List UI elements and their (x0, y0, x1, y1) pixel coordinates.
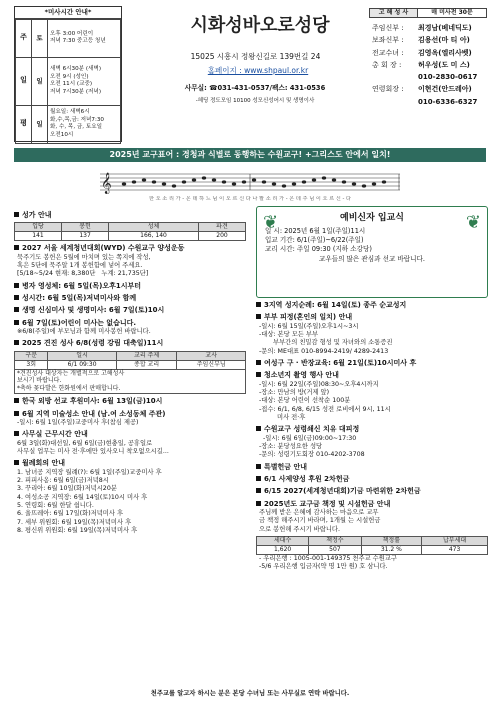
staff-role: 주임신부 : (372, 24, 404, 32)
notice-line: 6월 3일(화)대선일, 6월 6일(금)현충일, 공휴일로 (17, 439, 153, 447)
notice-heading (256, 371, 488, 380)
notice-line: -접수: 6/1, 6/8, 6/15 성전 로비에서 9시, 11시 (259, 405, 391, 413)
staff-name: 허우성(도 미 스) (418, 60, 470, 69)
music-note (342, 180, 346, 183)
notice-title: 특별헌금 안내 (264, 462, 308, 471)
notice-line: -문의: 성령기도회장 010-4202-3708 (259, 451, 365, 459)
music-note (152, 180, 156, 183)
notice-line: 5. 연령회: 6월 한달 쉽니다. (17, 502, 94, 510)
notice-heading (14, 410, 246, 419)
notice-title: 6/15 2027(세계청년대회)기금 마련위한 2차헌금 (264, 487, 421, 496)
confirm-note: *견진성사 대상자는 개별적으로 고해성사 (17, 369, 125, 377)
notice-heading (256, 500, 488, 509)
church-title: 시화성바오로성당 (190, 15, 330, 36)
pledge-value-cell: 507 (309, 546, 361, 555)
left-column (14, 208, 246, 536)
notice-heading (14, 294, 246, 303)
schedule-sub: 일 (32, 105, 48, 143)
music-note (202, 176, 206, 179)
notice-heading (256, 475, 488, 484)
notice-heading (14, 397, 246, 406)
notice-line: 금 책정 해주시기 바라며, 1개월 는 시설헌금 (259, 517, 381, 525)
confirm-header-cell: 교리 주제 (116, 351, 177, 360)
mass-schedule-title: *미사시간 안내* (15, 7, 121, 19)
hymn-header-cell: 파견 (198, 223, 245, 232)
confirmation-table (14, 351, 246, 395)
staff-name: 010-6336-6327 (418, 97, 478, 106)
notice-line: -대상: 본당 모든 부부 (259, 330, 319, 338)
music-note (332, 178, 336, 181)
laurel-left-icon: ❦ (263, 212, 279, 233)
staff-list (372, 22, 488, 108)
hymn-table (14, 222, 246, 241)
music-note (162, 182, 166, 185)
hymn-value-cell: 200 (198, 232, 245, 241)
notice-line: -일시: 6월 22일(주일)08:30~오후4시까지 (259, 380, 379, 388)
laurel-right-icon: ❦ (465, 212, 481, 233)
schedule-row (16, 105, 121, 143)
pledge-table (256, 536, 488, 555)
music-note (172, 184, 176, 187)
notice-line: -장소: 분당성요한 성당 (259, 443, 323, 451)
pledge-header-cell: 책정률 (361, 537, 422, 546)
music-note (322, 176, 326, 179)
mass-schedule-table (15, 19, 121, 144)
notice-line: 주님께 받은 은혜에 감사하는 마음으로 교무 (259, 508, 379, 516)
staff-name: 김용선(마 티 아) (418, 36, 470, 45)
staff-row (372, 83, 488, 95)
bullet-square-icon (14, 398, 19, 403)
svg-text:𝄞: 𝄞 (101, 173, 112, 194)
confirm-value-cell: 6/1 09:30 (48, 360, 116, 369)
bullet-square-icon (14, 340, 19, 345)
notice-heading (256, 487, 488, 496)
notice-heading (14, 244, 246, 253)
confirm-header-cell: 교사 (177, 351, 246, 360)
notice-title: 6/1 사제양성 후원 2차헌금 (264, 475, 350, 484)
music-note (132, 180, 136, 183)
hymn-value-cell: 137 (62, 232, 109, 241)
schedule-day: 주 (16, 19, 32, 57)
notice-title: 부부 피정(혼인의 일치) 안내 (264, 313, 353, 322)
confirm-value-cell: 종합 교리 (116, 360, 177, 369)
staff-name: 최경남(베네딕도) (418, 24, 472, 32)
bullet-square-icon (14, 245, 19, 250)
notice-line: 2. 피피사옹: 6월 6일(금)저녁8시 (17, 477, 109, 485)
bullet-square-icon (256, 464, 261, 469)
confirm-header-cell: 구분 (15, 351, 48, 360)
music-note (382, 180, 386, 183)
bullet-square-icon (14, 320, 19, 325)
hymn-header-cell: 성체 (109, 223, 199, 232)
notice-line: 부부간의 친밀감 형성 및 자녀와의 소통증진 (259, 339, 393, 347)
music-note (362, 184, 366, 187)
hymn-guide-heading: 성가 안내 (14, 211, 246, 220)
notice-line: 묵주기도 봉헌은 5월에 마치며 있는 쪽지에 작성, (17, 253, 151, 261)
bullet-square-icon (14, 212, 19, 217)
schedule-times: 월요일: 새벽6시 화,수,목,금: 저녁7:30 화, 수, 목, 금, 토요일 오전10시 (48, 105, 121, 143)
catechumen-line: 교우들의 많은 관심과 선교 바랍니다. (318, 254, 426, 263)
notice-heading (256, 463, 488, 472)
hymn-header-cell: 입당 (15, 223, 62, 232)
music-note (122, 182, 126, 185)
hymn-value-cell: 141 (15, 232, 62, 241)
notice-line: 7. 세부 위원회: 6월 19일(목)저녁미사 후 (17, 518, 132, 526)
staff-row (372, 71, 488, 83)
pledge-header-cell: 책정수 (309, 537, 361, 546)
staff-row (372, 22, 488, 34)
schedule-sub: 일 (32, 57, 48, 105)
music-note (302, 180, 306, 183)
notice-line: 으로 봉헌해 주시기 바랍니다. (259, 525, 340, 533)
confirm-header-cell: 일시 (48, 351, 116, 360)
music-note (262, 180, 266, 183)
diocese-theme-banner: 2025년 교구표어 : 경청과 식별로 동행하는 수원교구! +그리스도 안에서 일치! (14, 148, 486, 162)
schedule-row (16, 19, 121, 57)
confirm-note: *축하 꽃다발은 한화원에서 판매합니다. (17, 385, 121, 393)
schedule-times: 새벽 6시30분 (새벽) 오전 9시 (성인) 오전 11시 (교중) 저녁 7시30분 (저녁) (48, 57, 121, 105)
music-note (292, 182, 296, 185)
notice-title: 사무실 근무시간 안내 (22, 430, 88, 439)
music-note (192, 178, 196, 181)
notice-line: [5/18~5/24 현재: 8,380단 누계: 21,735단] (17, 270, 149, 278)
staff-row (372, 47, 488, 59)
confession-time: 매 미사전 30분 (431, 9, 473, 16)
hymn-value-cell: 166, 140 (109, 232, 199, 241)
music-note (272, 182, 276, 185)
notice-heading (14, 306, 246, 315)
music-note (242, 180, 246, 183)
notice-title: 수원교구 성령쇄신 치유 대피정 (264, 425, 360, 434)
bullet-square-icon (256, 372, 261, 377)
notice-title: 3지역 성지순례: 6월 14일(토) 종주 순교성지 (264, 301, 407, 309)
notice-line: 사무실 업무는 미사 전·후에만 있사오니 착오없으시길... (17, 448, 169, 456)
schedule-times: 오후 3:00 어린이 저녁 7:30 중고등 청년 (48, 19, 121, 57)
hymn-header-cell: 봉헌 (62, 223, 109, 232)
notice-line: 6. 울뜨레아: 6월 17일(화)저녁미사 후 (17, 510, 124, 518)
bullet-square-icon (256, 314, 261, 319)
confession-banner (369, 8, 487, 18)
schedule-sub: 토 (32, 19, 48, 57)
staff-role: 전교수녀 : (372, 48, 404, 57)
catechumen-line: 입교 기간: 6/1(주일)~6/22(주일) (265, 236, 364, 245)
catechumen-box (256, 206, 488, 298)
staff-role: 총 회 장 : (372, 60, 402, 69)
notice-line: -대상: 본당 어린이 선착순 100분 (259, 397, 351, 405)
notice-line: 미사 전·후 (259, 414, 306, 422)
music-note (182, 180, 186, 183)
bullet-square-icon (256, 360, 261, 365)
notice-heading (256, 313, 488, 322)
office-phone: 사무실: ☎031-431-0537/팩스: 431-0536 (184, 84, 326, 92)
catechumen-line: 교리 시간: 주일 09:30 (지하 소강당) (265, 245, 372, 254)
notice-title: 월례회의 안내 (22, 459, 66, 468)
notice-heading (256, 359, 488, 368)
notice-line: 1. 남녀공 지역장 월례(?): 6월 1일(주일)교중미사 후 (17, 468, 162, 476)
bullet-square-icon (14, 460, 19, 465)
bullet-square-icon (256, 501, 261, 506)
notice-line: 4. 여성소공 지역장: 6월 14일(토)10시 미사 후 (17, 493, 148, 501)
notice-title: 성시간: 6월 5일(목)저녁미사와 함께 (22, 293, 137, 302)
notice-title: 2025년도 교구금 책정 및 시설헌금 안내 (264, 499, 391, 508)
schedule-day: 평 (16, 105, 32, 143)
music-note (212, 178, 216, 181)
confirm-note: 보시기 바랍니다. (17, 377, 62, 385)
confirm-value-cell: 주임신부님 (177, 360, 246, 369)
account-info: -헤딩 정도모임 10100 성모신성어시 및 생명이사 (195, 98, 315, 104)
notice-title: 여성구 구 · 반장교육: 6월 21일(토)10시미사 후 (264, 359, 417, 368)
schedule-row (16, 57, 121, 105)
staff-name: 김영옥(엘리사벳) (418, 48, 472, 57)
notice-line: 혹은 5단에 묵주알 1개 봉헌함에 넣어 주세요. (17, 261, 143, 269)
notice-line: 3. 꾸리아: 6월 10일(화)저녁시20분 (17, 485, 117, 493)
right-column (256, 206, 488, 572)
schedule-day: 일 (16, 57, 32, 105)
notice-title: 2027 서울 세계청년대회(WYD) 수원교구 양성운동 (22, 244, 185, 253)
notice-title: 6월 지역 미술성소 안내 (남.여 소성동체 주관) (22, 409, 166, 418)
music-note (232, 182, 236, 185)
pledge-header-cell: 세대수 (257, 537, 309, 546)
staff-role: 연령회장 : (372, 85, 404, 94)
pledge-value-cell: 1,620 (257, 546, 309, 555)
music-note (252, 178, 256, 181)
music-note (312, 178, 316, 181)
staff-row (372, 34, 488, 46)
notice-heading (14, 430, 246, 439)
church-address: 15025 시흥시 정왕신길로 139번길 24 (190, 52, 321, 61)
music-note (222, 180, 226, 183)
notice-title: 한국 외방 선교 후원미사: 6월 13일(금)10시 (22, 397, 163, 406)
notice-heading (14, 282, 246, 291)
notice-title: 청소년지 촬영 행사 안내 (264, 371, 339, 380)
notice-line: -일시: 6월 1일(주일)교중미사 후(참심 제공) (17, 419, 139, 427)
notice-heading (14, 459, 246, 468)
staff-row (372, 96, 488, 108)
music-staff (100, 170, 400, 196)
notice-line: -일시: 6월 15일(주일)오후1시~3시 (259, 322, 359, 330)
staff-role: 보좌신부 : (372, 36, 404, 45)
footer-note: 천주교를 알고자 하시는 분은 본당 수녀님 또는 사무실로 연락 바랍니다. (150, 690, 350, 697)
staff-name: 010-2830-0617 (418, 73, 478, 82)
catechumen-title: 예비신자 입교식 (340, 213, 404, 223)
notice-heading (14, 339, 246, 348)
bullet-square-icon (256, 488, 261, 493)
music-note (142, 178, 146, 181)
notice-title: 2025 견진 성사 6/8(성령 강림 대축일)11시 (22, 339, 164, 348)
notice-line: 8. 평신위 위원회: 6월 19일(목)저녁미사 후 (17, 527, 138, 535)
music-note (282, 184, 286, 187)
bullet-square-icon (14, 411, 19, 416)
music-note (352, 182, 356, 185)
pledge-note: - 우리은행 : 1005-001-149375 천주교 수원교구 (259, 555, 397, 563)
pledge-note: -5/6 우리은행 입금자(약 명 1만 원) 호 삼니다. (259, 563, 388, 571)
homepage-link[interactable]: 홈페이지 : www.shpaul.or.kr (207, 66, 309, 75)
bullet-square-icon (256, 426, 261, 431)
notice-heading (256, 301, 488, 310)
music-note (372, 182, 376, 185)
pledge-value-cell: 473 (422, 546, 488, 555)
hymn-lyric: 한 오 소 리 가 - 온 데 하 느 님 이 오 르 신 다 나 팔 소 리 가 - 온 데 주 님 이 오 르 신 - 다 (148, 196, 352, 202)
bullet-square-icon (256, 476, 261, 481)
confession-label: 고 해 성 사 (370, 9, 418, 17)
notice-heading (14, 319, 246, 328)
staff-row (372, 59, 488, 71)
confirm-value-cell: 3회 (15, 360, 48, 369)
notice-title: 생명 신심미사 및 생명미사: 6월 7일(토)10시 (22, 306, 165, 315)
bullet-square-icon (256, 302, 261, 307)
bullet-square-icon (14, 295, 19, 300)
notice-title: 병자 영성체: 6월 5일(목)오후1시부터 (22, 281, 142, 290)
bullet-square-icon (14, 431, 19, 436)
bullet-square-icon (14, 307, 19, 312)
notice-heading (256, 425, 488, 434)
music-notes-icon (100, 170, 400, 196)
notice-title: 6월 7일(토)어린이 미사는 없습니다. (22, 318, 137, 327)
bullet-square-icon (14, 283, 19, 288)
pledge-value-cell: 31.2 % (361, 546, 422, 555)
catechumen-line: 일 시: 2025년 6월 1일(주일)11시 (265, 227, 366, 235)
notice-line: -일시: 6월 6일(금)09:00~17:30 (259, 434, 357, 442)
notice-line: ※6/8(주일)에 부모님과 함께 미사봉헌 바랍니다. (17, 327, 151, 335)
pledge-header-cell: 납부세대 (422, 537, 488, 546)
staff-name: 이현건(안드레아) (418, 85, 472, 94)
mass-schedule-box (14, 6, 122, 142)
notice-line: -문의: ME대표 010-8994-2419/ 4289-2413 (259, 347, 389, 355)
notice-line: -장소: 만남의 방(거제 앞) (259, 388, 330, 396)
